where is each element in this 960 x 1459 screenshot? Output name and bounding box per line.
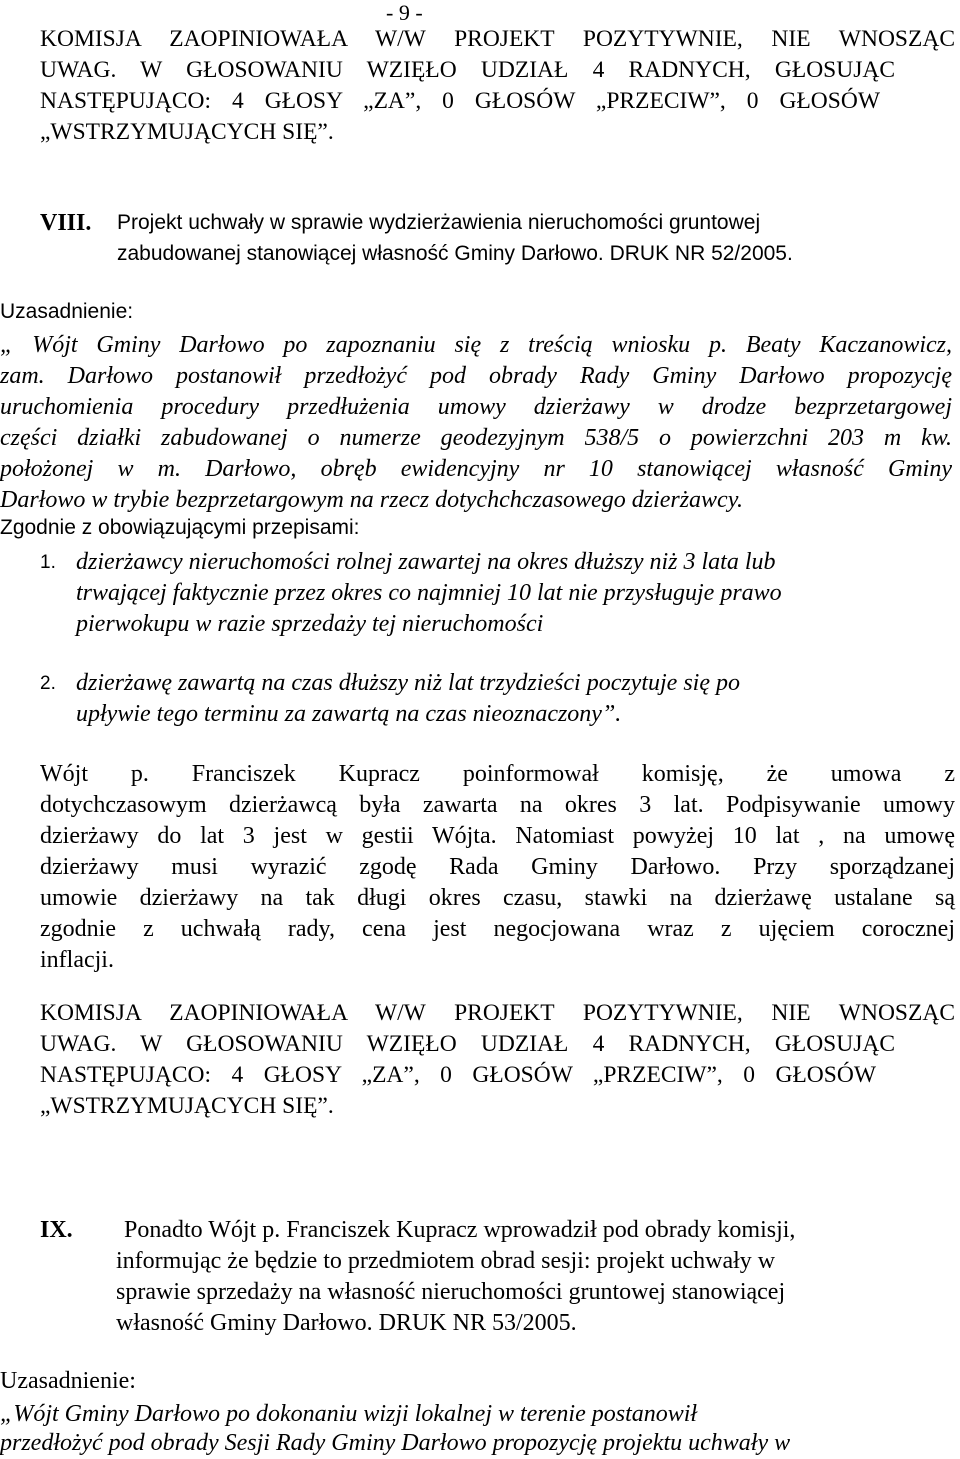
justification-line: zam. Darłowo postanowił przedłożyć pod obrady Rady Gminy Darłowo propozycję xyxy=(0,363,952,389)
opinion-line: „WSTRZYMUJĄCYCH SIĘ”. xyxy=(40,119,334,145)
section-ix-line: Ponadto Wójt p. Franciszek Kupracz wprowadził pod obrady komisji, xyxy=(124,1217,796,1243)
section-numeral: VIII. xyxy=(40,210,92,236)
justification-line: Darłowo w trybie bezprzetargowym na rzecz dotychchczasowego dzierżawcy. xyxy=(0,487,744,513)
opinion-line: NASTĘPUJĄCO: 4 GŁOSY „ZA”, 0 GŁOSÓW „PRZECIW”, 0 GŁOSÓW xyxy=(40,1062,876,1088)
statement-line: dotychczasowym dzierżawcą była zawarta na okres 3 lat. Podpisywanie umowy xyxy=(40,792,955,818)
section-ix-line: informując że będzie to przedmiotem obrad sesji: projekt uchwały w xyxy=(116,1248,776,1274)
regulations-label: Zgodnie z obowiązującymi przepisami: xyxy=(0,516,360,539)
section-title-line: Projekt uchwały w sprawie wydzierżawienia nieruchomości gruntowej xyxy=(117,211,761,234)
item-line: dzierżawę zawartą na czas dłuższy niż lat trzydzieści poczytuje się po xyxy=(76,670,740,696)
section-ix-line: sprawie sprzedaży na własność nieruchomości gruntowej stanowiącej xyxy=(116,1279,786,1305)
opinion-line: UWAG. W GŁOSOWANIU WZIĘŁO UDZIAŁ 4 RADNYCH, GŁOSUJĄC xyxy=(40,57,895,83)
item-line: trwającej faktycznie przez okres co najmniej 10 lat nie przysługuje prawo xyxy=(76,580,782,606)
statement-line: dzierżawy do lat 3 jest w gestii Wójta. Natomiast powyżej 10 lat , na umowę xyxy=(40,823,955,849)
justification-label: Uzasadnienie: xyxy=(0,300,134,323)
item-line: dzierżawcy nieruchomości rolnej zawartej na okres dłuższy niż 3 lata lub xyxy=(76,549,776,575)
statement-line: zgodnie z uchwałą rady, cena jest negocjowana wraz z ujęciem corocznej xyxy=(40,916,955,942)
section-ix-line: własność Gminy Darłowo. DRUK NR 53/2005. xyxy=(116,1310,577,1336)
section-numeral: IX. xyxy=(40,1217,73,1243)
page-number: - 9 - xyxy=(386,0,423,25)
opinion-line: KOMISJA ZAOPINIOWAŁA W/W PROJEKT POZYTYWNIE, NIE WNOSZĄC xyxy=(40,26,955,52)
opinion-line: NASTĘPUJĄCO: 4 GŁOSY „ZA”, 0 GŁOSÓW „PRZECIW”, 0 GŁOSÓW xyxy=(40,88,880,114)
item-line: pierwokupu w razie sprzedaży tej nieruchomości xyxy=(76,611,544,637)
justification-line: „Wójt Gminy Darłowo po dokonaniu wizji lokalnej w terenie postanowił xyxy=(0,1401,698,1427)
justification-label: Uzasadnienie: xyxy=(0,1368,136,1394)
justification-line: uruchomienia procedury przedłużenia umowy dzierżawy w drodze bezprzetargowej xyxy=(0,394,952,420)
opinion-line: „WSTRZYMUJĄCYCH SIĘ”. xyxy=(40,1093,334,1119)
item-line: upływie tego terminu za zawartą na czas nieoznaczony”. xyxy=(76,701,622,727)
section-title-line: zabudowanej stanowiącej własność Gminy Darłowo. DRUK NR 52/2005. xyxy=(117,242,793,265)
justification-line: położonej w m. Darłowo, obręb ewidencyjny nr 10 stanowiącej własność Gminy xyxy=(0,456,952,482)
statement-line: Wójt p. Franciszek Kupracz poinformował komisję, że umowa z xyxy=(40,761,955,787)
opinion-line: UWAG. W GŁOSOWANIU WZIĘŁO UDZIAŁ 4 RADNYCH, GŁOSUJĄC xyxy=(40,1031,895,1057)
item-number: 2. xyxy=(40,673,56,694)
opinion-line: KOMISJA ZAOPINIOWAŁA W/W PROJEKT POZYTYWNIE, NIE WNOSZĄC xyxy=(40,1000,955,1026)
justification-line: „ Wójt Gminy Darłowo po zapoznaniu się z treścią wniosku p. Beaty Kaczanowicz, xyxy=(0,332,952,358)
justification-line: części działki zabudowanej o numerze geodezyjnym 538/5 o powierzchni 203 m kw. xyxy=(0,425,952,451)
statement-line: inflacji. xyxy=(40,947,114,973)
item-number: 1. xyxy=(40,552,56,573)
statement-line: dzierżawy musi wyrazić zgodę Rada Gminy Darłowo. Przy sporządzanej xyxy=(40,854,955,880)
statement-line: umowie dzierżawy na tak długi okres czasu, stawki na dzierżawę ustalane są xyxy=(40,885,955,911)
justification-line: przedłożyć pod obrady Sesji Rady Gminy Darłowo propozycję projektu uchwały w xyxy=(0,1430,791,1456)
